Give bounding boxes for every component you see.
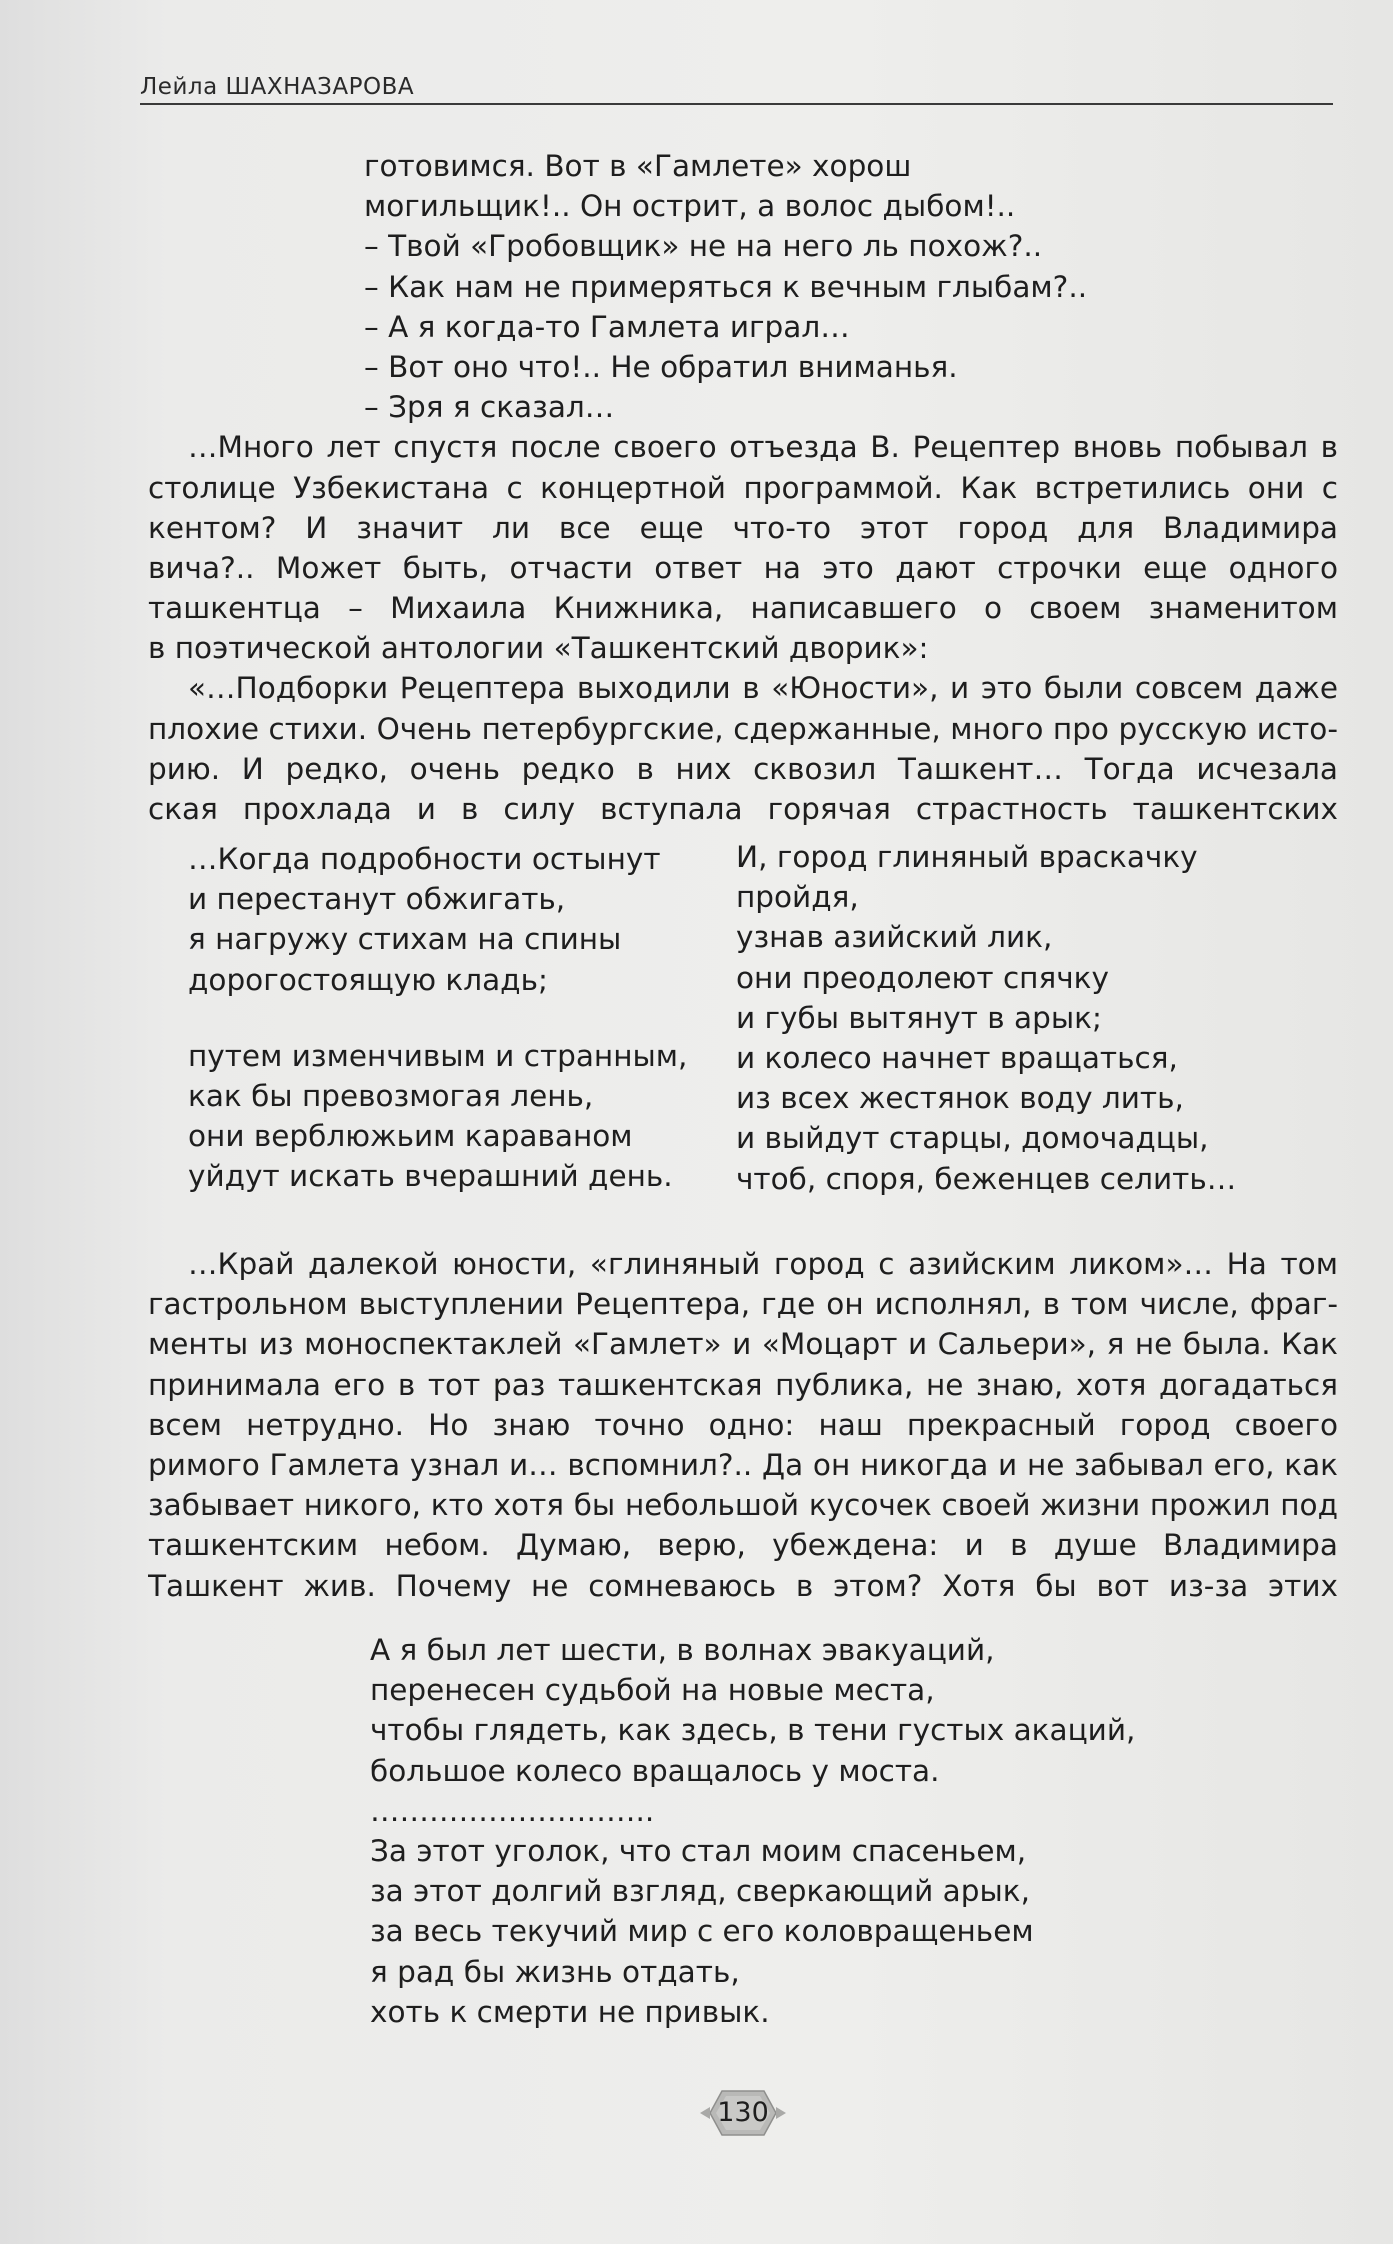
text-line: рию. И редко, очень редко в них сквозил Ташкент… Тогда исчезала (148, 751, 1338, 786)
verse-line: А я был лет шести, в волнах эвакуаций, (370, 1633, 995, 1667)
verse-line: дорогостоящую кладь; (188, 962, 548, 997)
quote-paragraph (148, 668, 1338, 829)
verse-line: чтоб, споря, беженцев селить… (736, 1161, 1237, 1196)
verse-line: готовимся. Вот в «Гамлете» хорош (364, 149, 912, 183)
verse-line: они верблюжьим караваном (188, 1119, 633, 1154)
text-line: римого Гамлета узнал и… вспомнил?.. Да он никогда и не забывал его, как (148, 1447, 1338, 1482)
text-line: кентом? И значит ли все еще что-то этот город для Владимира (148, 510, 1338, 545)
verse-line: как бы превозмогая лень, (188, 1078, 594, 1113)
verse-line: и колесо начнет вращаться, (736, 1040, 1178, 1075)
text-line: гастрольном выступлении Рецептера, где он исполнял, в том числе, фраг- (148, 1287, 1338, 1322)
verse-line: они преодолеют спячку (736, 960, 1109, 995)
text-line: забывает никого, кто хотя бы небольшой кусочек своей жизни прожил под (148, 1488, 1338, 1523)
verse-line: чтобы глядеть, как здесь, в тени густых акаций, (370, 1713, 1136, 1748)
text-line: в поэтической антологии «Ташкентский дворик»: (148, 631, 929, 666)
verse-line: уйдут искать вчерашний день. (188, 1159, 673, 1194)
text-line: …Много лет спустя после своего отъезда В. Рецептер вновь побывал в (188, 430, 1338, 465)
text-line: столице Узбекистана с концертной программой. Как встретились они с (148, 470, 1338, 505)
verse-line: – Вот оно что!.. Не обратил вниманья. (364, 349, 958, 384)
verse-line: могильщик!.. Он острит, а волос дыбом!.. (364, 189, 1016, 224)
paragraph-2 (148, 1244, 1338, 1606)
paragraph-1 (148, 427, 1338, 668)
verse-line: …Когда подробности остынут (188, 842, 661, 876)
text-line: плохие стихи. Очень петербургские, сдержанные, много про русскую исто- (148, 711, 1338, 746)
text-line: …Край далекой юности, «глиняный город с азийским ликом»… На том (188, 1247, 1338, 1281)
verse-line: И, город глиняный враскачку (736, 840, 1198, 874)
stanza-gap (188, 1001, 687, 1037)
verse-line: я нагружу стихам на спины (188, 922, 622, 957)
verse-line: большое колесо вращалось у моста. (370, 1753, 940, 1788)
text-line: ташкентца – Михаила Книжника, написавшего о своем знаменитом (148, 591, 1338, 626)
verse-ellipsis: ……………………….. (370, 1793, 655, 1828)
verse-line: путем изменчивым и странным, (188, 1038, 688, 1073)
verse-line: и перестанут обжигать, (188, 882, 566, 917)
verse-line: пройдя, (736, 880, 859, 915)
verse-line: за весь текучий мир с его коловращеньем (370, 1914, 1034, 1949)
verse-line: – Твой «Гробовщик» не на него ль похож?.. (364, 229, 1043, 264)
verse-column-right (736, 838, 1236, 1200)
page-number-badge (700, 2085, 786, 2141)
page-number: 130 (717, 2097, 769, 2128)
verse-line: За этот уголок, что стал моим спасеньем, (370, 1833, 1027, 1868)
text-line: «…Подборки Рецептера выходили в «Юности», и это были совсем даже (188, 671, 1338, 706)
verse-column-left (188, 840, 687, 1198)
running-head: Лейла ШАХНАЗАРОВА (140, 74, 415, 100)
text-line: принимала его в тот раз ташкентская публика, не знаю, хотя догадаться (148, 1367, 1338, 1402)
upper-text-block (148, 146, 1338, 829)
top-verse (148, 146, 1338, 427)
text-line: менты из моноспектаклей «Гамлет» и «Моцарт и Сальери», я не была. Как (148, 1327, 1338, 1362)
text-line: Ташкент жив. Почему не сомневаюсь в этом? Хотя бы вот из-за этих (148, 1568, 1338, 1603)
text-line: вича?.. Может быть, отчасти ответ на это дают строчки еще одного (148, 550, 1338, 585)
verse-line: узнав азийский лик, (736, 920, 1053, 955)
verse-line: и губы вытянут в арык; (736, 1000, 1102, 1035)
verse-line: – Зря я сказал… (364, 390, 615, 425)
verse-line: из всех жестянок воду лить, (736, 1081, 1184, 1116)
header-rule (140, 103, 1333, 105)
verse-line: я рад бы жизнь отдать, (370, 1954, 740, 1989)
text-line: ташкентским небом. Думаю, верю, убеждена: и в душе Владимира (148, 1528, 1338, 1563)
verse-line: – Как нам не примеряться к вечным глыбам?.. (364, 269, 1088, 304)
verse-line: хоть к смерти не привык. (370, 1994, 770, 2029)
verse-line: – А я когда-то Гамлета играл… (364, 309, 850, 344)
verse-line: и выйдут старцы, домочадцы, (736, 1121, 1209, 1156)
text-line: всем нетрудно. Но знаю точно одно: наш прекрасный город своего (148, 1407, 1338, 1442)
text-line: ская прохлада и в силу вступала горячая страстность ташкентских (148, 792, 1338, 826)
final-verse (370, 1630, 1135, 2032)
verse-line: за этот долгий взгляд, сверкающий арык, (370, 1874, 1030, 1909)
verse-line: перенесен судьбой на новые места, (370, 1673, 935, 1708)
